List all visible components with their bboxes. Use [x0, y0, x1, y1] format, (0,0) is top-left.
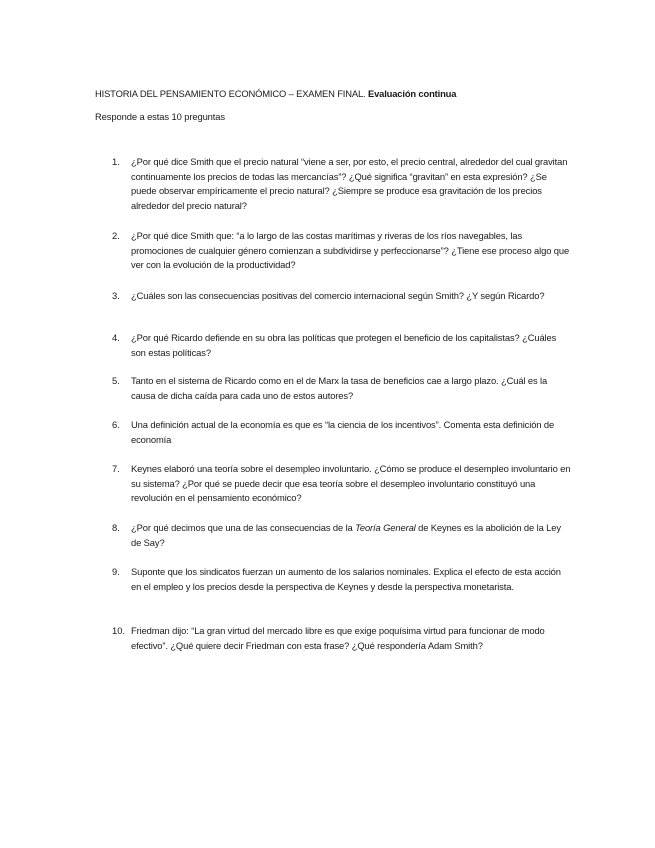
question-text: ¿Por qué dice Smith que: “a lo largo de las costas marítimas y riveras de los ríos navegables, las promociones de cualquier género comienzan a subdividirse y perfeccionarse”? ¿Tiene ese proceso algo que ver con la evolución de la productividad? [131, 230, 570, 271]
title-bold: Evaluación continua [367, 88, 457, 99]
question-number: 5. [112, 375, 120, 386]
question-text: ¿Por qué dice Smith que el precio natural “viene a ser, por esto, el precio central, alrededor del cual gravitan continuamente los precios de todas las mercancías”? ¿Qué significa “gravitan” en esta expresión? ¿Se puede observar empíricamente el precio natural? ¿Siempre se produce esa gravitación de los precios alrededor del precio natural? [131, 156, 568, 211]
question-number: 7. [112, 463, 120, 474]
title-plain: HISTORIA DEL PENSAMIENTO ECONÓMICO – EXAMEN FINAL. [95, 88, 366, 99]
book-title: Teoría General [355, 522, 416, 533]
question-number: 8. [112, 522, 120, 533]
question-number: 3. [112, 290, 120, 301]
page-title [95, 87, 615, 102]
question-text: ¿Cuáles son las consecuencias positivas del comercio internacional según Smith? ¿Y según Ricardo? [131, 290, 545, 301]
question-text: Tanto en el sistema de Ricardo como en el de Marx la tasa de beneficios cae a largo plazo. ¿Cuál es la causa de dicha caída para cada uno de estos autores? [131, 375, 548, 401]
question-number: 4. [112, 332, 120, 343]
question-text [131, 521, 571, 550]
question-number: 9. [112, 566, 120, 577]
question-text-before: ¿Por qué decimos que una de las consecuencias de la [131, 522, 356, 533]
question-number: 2. [112, 230, 120, 241]
question-number: 1. [112, 156, 120, 167]
question-number: 10. [112, 625, 126, 636]
instructions: Responde a estas 10 preguntas [95, 111, 226, 122]
question-number: 6. [112, 419, 120, 430]
question-text: Suponte que los sindicatos fuerzan un aumento de los salarios nominales. Explica el efecto de esta acción en el empleo y los precios desde la perspectiva de Keynes y desde la perspectiva monetarista. [131, 566, 561, 592]
question-text: Una definición actual de la economía es que es “la ciencia de los incentivos”. Comenta esta definición de economía [131, 419, 555, 445]
question-text: Friedman dijo: “La gran virtud del mercado libre es que exige poquísima virtud para funcionar de modo efectivo”. ¿Qué quiere decir Friedman con esta frase? ¿Qué respondería Adam Smith? [131, 625, 545, 651]
question-text: Keynes elaboró una teoría sobre el desempleo involuntario. ¿Cómo se produce el desempleo involuntario en su sistema? ¿Por qué se puede decir que esa teoría sobre el desempleo involuntario constituyó una revolución en el pensamiento económico? [131, 463, 571, 504]
question-text-after: de Keynes es la abolición de la Ley de Say? [131, 522, 561, 548]
question-text: ¿Por qué Ricardo defiende en su obra las políticas que protegen el beneficio de los capitalistas? ¿Cuáles son estas políticas? [131, 332, 557, 358]
